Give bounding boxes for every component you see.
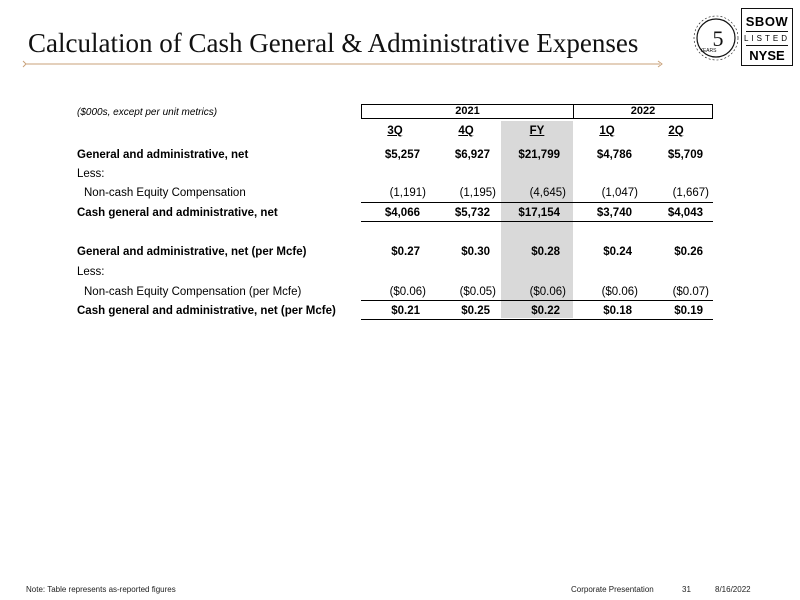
row-label: General and administrative, net (per Mcfe): [77, 246, 307, 258]
table-cell: $0.24: [603, 246, 632, 258]
table-cell: $0.28: [531, 246, 560, 258]
table-cell: $21,799: [518, 149, 560, 161]
column-header-fy: FY: [529, 125, 545, 137]
table-cell: ($0.06): [529, 286, 566, 298]
table-cell: $0.22: [531, 305, 560, 317]
table-cell: (1,667): [672, 187, 709, 199]
table-cell: $4,043: [667, 207, 703, 219]
subtotal-rule: [361, 300, 713, 301]
table-cell: (4,645): [529, 187, 566, 199]
table-cell: ($0.06): [601, 286, 638, 298]
subtotal-rule: [361, 202, 713, 203]
table-cell: $0.25: [461, 305, 490, 317]
table-cell: $0.27: [391, 246, 420, 258]
table-cell: $0.30: [461, 246, 490, 258]
badge-text: YEARS: [699, 48, 717, 54]
table-cell: ($0.05): [459, 286, 496, 298]
year-group-2021: 2021: [361, 104, 574, 119]
table-cell: $0.26: [674, 246, 703, 258]
column-header-2q: 2Q: [668, 125, 684, 137]
table-cell: $0.19: [674, 305, 703, 317]
table-cell: $5,257: [384, 149, 420, 161]
column-header-1q: 1Q: [599, 125, 615, 137]
table-cell: (1,047): [601, 187, 638, 199]
row-label: Non-cash Equity Compensation: [84, 187, 246, 199]
table-cell: $0.21: [391, 305, 420, 317]
badge-number: 5: [712, 26, 724, 51]
table-cell: $4,066: [384, 207, 420, 219]
page-title: Calculation of Cash General & Administrative Expenses: [28, 28, 639, 58]
table-cell: $0.18: [603, 305, 632, 317]
table-cell: $6,927: [454, 149, 490, 161]
logo-exchange: NYSE: [749, 48, 785, 63]
table-cell: (1,191): [389, 187, 426, 199]
year-group-2022: 2022: [573, 104, 713, 119]
table-cell: ($0.06): [389, 286, 426, 298]
row-label: Cash general and administrative, net: [77, 207, 278, 219]
table-cell: (1,195): [459, 187, 496, 199]
row-label: Cash general and administrative, net (per Mcfe): [77, 305, 336, 317]
row-label: Less:: [77, 168, 105, 180]
total-rule: [361, 319, 713, 320]
table-cell: $17,154: [518, 207, 560, 219]
table-cell: $5,709: [667, 149, 703, 161]
column-header-3q: 3Q: [387, 125, 403, 137]
table-cell: $5,732: [454, 207, 490, 219]
logo-ticker: SBOW: [745, 14, 789, 29]
footer-date: 8/16/2022: [715, 585, 751, 594]
footer-presentation: Corporate Presentation: [571, 585, 654, 594]
footer-page-number: 31: [682, 585, 691, 594]
table-cell: ($0.07): [672, 286, 709, 298]
footer-note: Note: Table represents as-reported figures: [26, 585, 176, 594]
column-header-4q: 4Q: [458, 125, 474, 137]
row-label: Non-cash Equity Compensation (per Mcfe): [84, 286, 302, 298]
row-label: General and administrative, net: [77, 149, 249, 161]
table-cell: $3,740: [596, 207, 632, 219]
table-cell: $4,786: [596, 149, 632, 161]
logo-listed: LISTED: [743, 34, 790, 43]
row-label: Less:: [77, 266, 105, 278]
units-note: ($000s, except per unit metrics): [77, 107, 218, 118]
total-rule: [361, 221, 713, 222]
